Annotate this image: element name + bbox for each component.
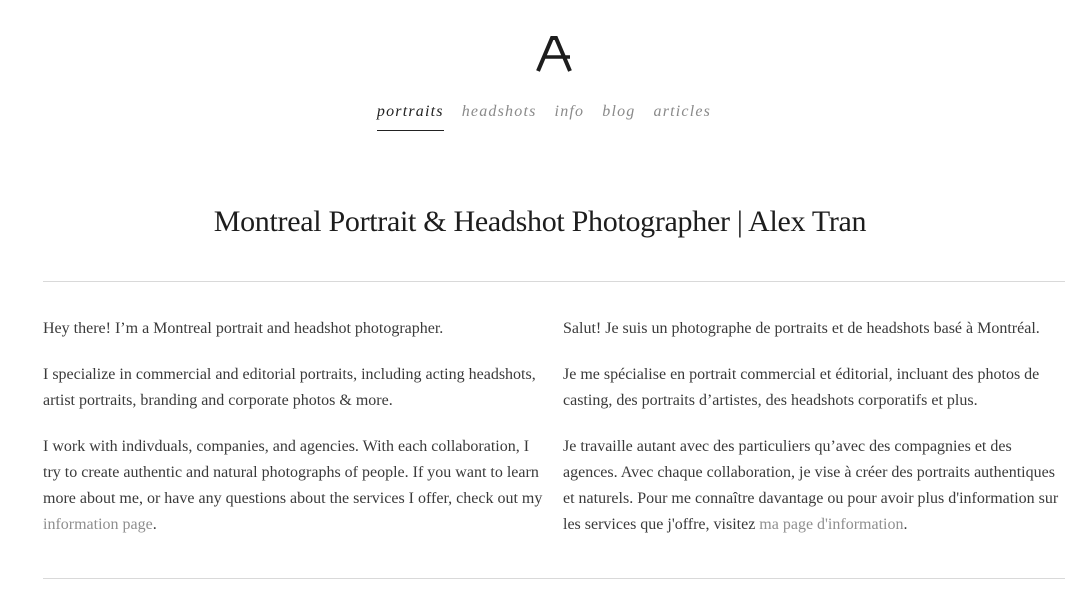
- nav-item-articles[interactable]: articles: [653, 103, 712, 120]
- french-paragraph-3-end: .: [903, 516, 908, 533]
- main-navigation: [0, 102, 1080, 131]
- letter-a-logo-icon[interactable]: [536, 36, 572, 72]
- english-paragraph-2: I specialize in commercial and editorial portraits, including acting headshots, artist portraits, branding and corporate photos & more.: [43, 366, 536, 409]
- french-paragraph-3: [563, 434, 1063, 538]
- bottom-divider: [43, 578, 1065, 579]
- english-intro-column: [43, 316, 543, 558]
- nav-item-blog[interactable]: blog: [602, 103, 636, 120]
- nav-item-portraits[interactable]: portraits: [377, 102, 444, 131]
- french-paragraph-1: Salut! Je suis un photographe de portraits et de headshots basé à Montréal.: [563, 320, 1040, 337]
- english-paragraph-3: [43, 434, 543, 538]
- top-divider: [43, 281, 1065, 282]
- nav-item-headshots[interactable]: headshots: [461, 103, 537, 120]
- ma-page-information-link[interactable]: ma page d'information: [759, 516, 904, 533]
- english-paragraph-3-end: .: [152, 516, 157, 533]
- english-paragraph-1: Hey there! I’m a Montreal portrait and headshot photographer.: [43, 320, 444, 337]
- french-paragraph-2: Je me spécialise en portrait commercial et éditorial, incluant des photos de casting, des portraits d’artistes, des headshots corporatifs et plus.: [563, 366, 1040, 409]
- nav-item-info[interactable]: info: [554, 103, 585, 120]
- english-paragraph-3-text: I work with indivduals, companies, and agencies. With each collaboration, I try to create authentic and natural photographs of people. If you want to learn more about me, or have any questions about the services I offer, check out my: [43, 438, 543, 507]
- page-title: Montreal Portrait & Headshot Photographer | Alex Tran: [213, 205, 867, 238]
- french-intro-column: [563, 316, 1063, 558]
- french-paragraph-3-text: Je travaille autant avec des particuliers qu’avec des compagnies et des agences. Avec chaque collaboration, je vise à créer des portraits authentiques et naturels. Pour me connaître davantage ou pour avoir plus d'information sur les services que j'offre, visitez: [563, 438, 1059, 533]
- information-page-link[interactable]: information page: [43, 516, 153, 533]
